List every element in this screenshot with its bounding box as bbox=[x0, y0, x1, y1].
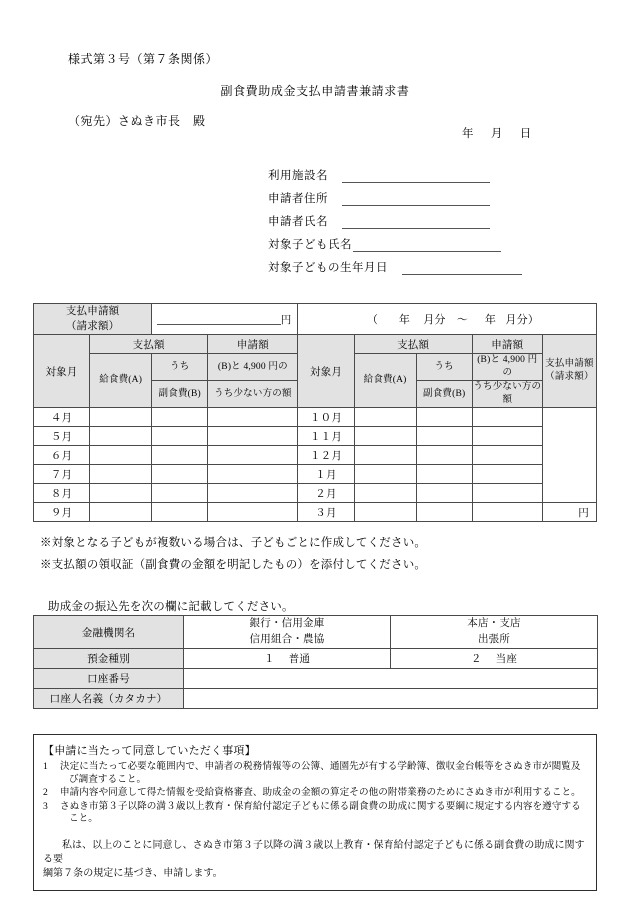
request-input-right[interactable] bbox=[472, 446, 542, 465]
request-amount-label-line2: （請求額） bbox=[65, 321, 120, 332]
month-label-right: ２月 bbox=[298, 484, 354, 503]
sub-fee-input-left[interactable] bbox=[152, 503, 208, 522]
bank-institution-input[interactable] bbox=[184, 616, 391, 649]
bank-institution-row bbox=[34, 616, 598, 649]
total-yen-unit: 円 bbox=[542, 503, 596, 522]
month-label-left: ６月 bbox=[34, 446, 90, 465]
date-year-label: 年 bbox=[462, 128, 474, 140]
payment-request-table bbox=[33, 303, 597, 522]
meal-fee-input-right[interactable] bbox=[354, 484, 416, 503]
request-amount-label bbox=[34, 304, 152, 335]
date-month-label: 月 bbox=[490, 128, 503, 140]
period-month-to: 月分） bbox=[505, 314, 540, 326]
request-input-left[interactable] bbox=[208, 484, 298, 503]
field-label: 申請者住所 bbox=[268, 193, 328, 205]
header-sub-fee-right: 副食費(B) bbox=[416, 381, 472, 408]
declaration-text bbox=[43, 839, 587, 881]
consent-item-text-main: 決定に当たって必要な範囲内で、申請者の税務情報等の公簿、通園先が有する学齢簿、徴収金台帳等をさぬき市が閲覧及 bbox=[60, 761, 581, 772]
declaration-line2: 綱第７条の規定に基づき、申請します。 bbox=[43, 867, 223, 879]
field-child-name bbox=[268, 229, 522, 252]
request-input-right[interactable] bbox=[472, 484, 542, 503]
meal-fee-input-left[interactable] bbox=[90, 503, 152, 522]
field-applicant-name bbox=[268, 206, 522, 229]
table-row bbox=[34, 446, 597, 465]
period-tilde: ～ bbox=[456, 314, 469, 326]
bank-type-line1: 銀行・信用金庫 bbox=[249, 618, 325, 629]
note-bank-transfer-instruction: 助成金の振込先を次の欄に記載してください。 bbox=[48, 601, 294, 613]
month-label-right: １月 bbox=[298, 465, 354, 484]
addressee-line: （宛先）さぬき市長 殿 bbox=[68, 114, 206, 128]
branch-type-line2: 出張所 bbox=[477, 634, 511, 645]
account-number-input[interactable] bbox=[184, 669, 598, 689]
meal-fee-input-right[interactable] bbox=[354, 465, 416, 484]
month-label-right: １１月 bbox=[298, 427, 354, 446]
request-period-cell[interactable] bbox=[298, 304, 597, 335]
declaration-line1: 私は、以上のことに同意し、さぬき市第３子以降の満３歳以上教育・保育給付認定子どもに係る副食費の助成に関する要 bbox=[43, 839, 585, 865]
applicant-address-input[interactable] bbox=[342, 191, 490, 206]
sub-fee-input-right[interactable] bbox=[416, 427, 472, 446]
deposit-option-toza[interactable] bbox=[391, 649, 598, 669]
request-input-left[interactable] bbox=[208, 427, 298, 446]
request-input-left[interactable] bbox=[208, 465, 298, 484]
header-request-amount-left: 申請額 bbox=[208, 335, 298, 354]
bank-branch-input[interactable] bbox=[391, 616, 598, 649]
deposit-type-label: 預金種別 bbox=[34, 649, 184, 669]
facility-name-input[interactable] bbox=[342, 168, 490, 183]
deposit-option2-number: ２ bbox=[470, 654, 482, 665]
sub-fee-input-right[interactable] bbox=[416, 446, 472, 465]
consent-item bbox=[43, 787, 587, 800]
sub-fee-input-right[interactable] bbox=[416, 503, 472, 522]
month-label-left: ９月 bbox=[34, 503, 90, 522]
table-header-row-1 bbox=[34, 335, 597, 354]
meal-fee-input-right[interactable] bbox=[354, 446, 416, 465]
consent-item-text-main: 申請内容や同意して得た情報を受給資格審査、助成金の金額の算定その他の附帯業務のためにさぬき市が利用すること。 bbox=[60, 787, 581, 799]
deposit-option1-number: １ bbox=[263, 654, 275, 665]
account-holder-label: 口座人名義（カタカナ） bbox=[34, 689, 184, 709]
header-meal-fee-right: 給食費(A) bbox=[354, 354, 416, 408]
request-input-left[interactable] bbox=[208, 446, 298, 465]
sub-fee-input-left[interactable] bbox=[152, 484, 208, 503]
consent-item-text-cont: び調査すること。 bbox=[69, 773, 147, 785]
table-row bbox=[34, 408, 597, 427]
bank-type-line2: 信用組合・農協 bbox=[249, 634, 325, 645]
field-label: 利用施設名 bbox=[268, 170, 328, 182]
header-rule-line2-right: うち少ない方の額 bbox=[472, 381, 542, 408]
sub-fee-input-right[interactable] bbox=[416, 484, 472, 503]
header-target-month-right: 対象月 bbox=[298, 335, 354, 408]
consent-item-number: 2 bbox=[43, 787, 48, 799]
period-year-from: 年 bbox=[398, 314, 411, 326]
field-applicant-address bbox=[268, 183, 522, 206]
meal-fee-input-left[interactable] bbox=[90, 427, 152, 446]
header-total-request bbox=[542, 335, 596, 408]
month-label-right: １２月 bbox=[298, 446, 354, 465]
request-amount-label-line1: 支払申請額 bbox=[65, 306, 120, 317]
request-input-right[interactable] bbox=[472, 465, 542, 484]
applicant-name-input[interactable] bbox=[342, 214, 490, 229]
request-amount-value-cell[interactable] bbox=[152, 304, 298, 335]
request-amount-input[interactable] bbox=[157, 313, 281, 325]
header-rule-line1-right: (B)と 4,900 円の bbox=[472, 354, 542, 381]
branch-type-line1: 本店・支店 bbox=[467, 618, 521, 629]
account-holder-input[interactable] bbox=[184, 689, 598, 709]
account-holder-row bbox=[34, 689, 598, 709]
request-input-left[interactable] bbox=[208, 408, 298, 427]
consent-title: 【申請に当たって同意していただく事項】 bbox=[43, 745, 256, 757]
field-label: 対象子どもの生年月日 bbox=[268, 262, 388, 274]
request-input-left[interactable] bbox=[208, 503, 298, 522]
header-payment-amount-right: 支払額 bbox=[354, 335, 472, 354]
period-year-to: 年 bbox=[484, 314, 497, 326]
child-birthdate-input[interactable] bbox=[402, 260, 522, 275]
consent-item-text bbox=[60, 761, 587, 786]
request-input-right[interactable] bbox=[472, 408, 542, 427]
header-sub-fee-left: 副食費(B) bbox=[152, 381, 208, 408]
consent-item-text bbox=[60, 801, 587, 826]
meal-fee-input-right[interactable] bbox=[354, 408, 416, 427]
consent-item bbox=[43, 801, 587, 826]
header-payment-amount-left: 支払額 bbox=[90, 335, 208, 354]
total-request-input[interactable] bbox=[542, 408, 596, 503]
consent-box bbox=[33, 734, 597, 891]
header-total-line2: （請求額） bbox=[545, 372, 594, 382]
consent-item-number: 1 bbox=[43, 761, 48, 772]
header-meal-fee-left: 給食費(A) bbox=[90, 354, 152, 408]
form-number: 様式第３号（第７条関係） bbox=[68, 52, 219, 66]
date-line bbox=[462, 125, 531, 141]
child-name-input[interactable] bbox=[353, 237, 501, 252]
meal-fee-input-right[interactable] bbox=[354, 427, 416, 446]
meal-fee-input-left[interactable] bbox=[90, 446, 152, 465]
deposit-type-row bbox=[34, 649, 598, 669]
month-label-left: ４月 bbox=[34, 408, 90, 427]
meal-fee-input-left[interactable] bbox=[90, 484, 152, 503]
table-row bbox=[34, 503, 597, 522]
field-label: 申請者氏名 bbox=[268, 216, 328, 228]
header-request-amount-right: 申請額 bbox=[472, 335, 542, 354]
document-title: 副食費助成金支払申請書兼請求書 bbox=[220, 84, 410, 98]
sub-fee-input-left[interactable] bbox=[152, 446, 208, 465]
month-label-right: １０月 bbox=[298, 408, 354, 427]
request-input-right[interactable] bbox=[472, 503, 542, 522]
sub-fee-input-left[interactable] bbox=[152, 427, 208, 446]
deposit-option2-label: 当座 bbox=[495, 654, 518, 665]
consent-item-text-cont: こと。 bbox=[69, 813, 98, 825]
note-receipt-attachment: ※支払額の領収証（副食費の金額を明記したもの）を添付してください。 bbox=[40, 559, 427, 571]
deposit-option1-label: 普通 bbox=[288, 654, 311, 665]
meal-fee-input-right[interactable] bbox=[354, 503, 416, 522]
sub-fee-input-right[interactable] bbox=[416, 465, 472, 484]
account-number-label: 口座番号 bbox=[34, 669, 184, 689]
applicant-fields bbox=[268, 160, 522, 275]
table-row bbox=[34, 484, 597, 503]
table-row bbox=[34, 427, 597, 446]
account-number-row bbox=[34, 669, 598, 689]
period-month-from: 月分 bbox=[423, 314, 446, 326]
header-of-which-left: うち bbox=[152, 354, 208, 381]
bank-account-table bbox=[33, 615, 598, 709]
consent-item bbox=[43, 761, 587, 786]
consent-item-text bbox=[60, 787, 587, 800]
field-facility-name bbox=[268, 160, 522, 183]
sub-fee-input-right[interactable] bbox=[416, 408, 472, 427]
period-open-paren: （ bbox=[366, 314, 379, 326]
month-label-left: ８月 bbox=[34, 484, 90, 503]
yen-unit: 円 bbox=[280, 314, 292, 326]
table-row bbox=[34, 465, 597, 484]
consent-item-text-main: さぬき市第３子以降の満３歳以上教育・保育給付認定子どもに係る副食費の助成に関する要綱に規定する内容を遵守する bbox=[60, 800, 581, 812]
meal-fee-input-left[interactable] bbox=[90, 465, 152, 484]
header-target-month-left: 対象月 bbox=[34, 335, 90, 408]
sub-fee-input-left[interactable] bbox=[152, 408, 208, 427]
field-child-birthdate bbox=[268, 252, 522, 275]
note-multiple-children: ※対象となる子どもが複数いる場合は、子どもごとに作成してください。 bbox=[40, 537, 427, 549]
header-total-line1: 支払申請額 bbox=[545, 359, 594, 369]
month-label-left: ５月 bbox=[34, 427, 90, 446]
month-label-left: ７月 bbox=[34, 465, 90, 484]
field-label: 対象子ども氏名 bbox=[268, 239, 352, 251]
header-rule-line2-left: うち少ない方の額 bbox=[208, 381, 298, 408]
consent-item-number: 3 bbox=[43, 800, 48, 812]
bank-institution-label: 金融機関名 bbox=[34, 616, 184, 649]
header-rule-line1-left: (B)と 4,900 円の bbox=[208, 354, 298, 381]
header-of-which-right: うち bbox=[416, 354, 472, 381]
request-input-right[interactable] bbox=[472, 427, 542, 446]
date-day-label: 日 bbox=[519, 128, 532, 140]
deposit-option-futsu[interactable] bbox=[184, 649, 391, 669]
month-label-right: ３月 bbox=[298, 503, 354, 522]
meal-fee-input-left[interactable] bbox=[90, 408, 152, 427]
sub-fee-input-left[interactable] bbox=[152, 465, 208, 484]
